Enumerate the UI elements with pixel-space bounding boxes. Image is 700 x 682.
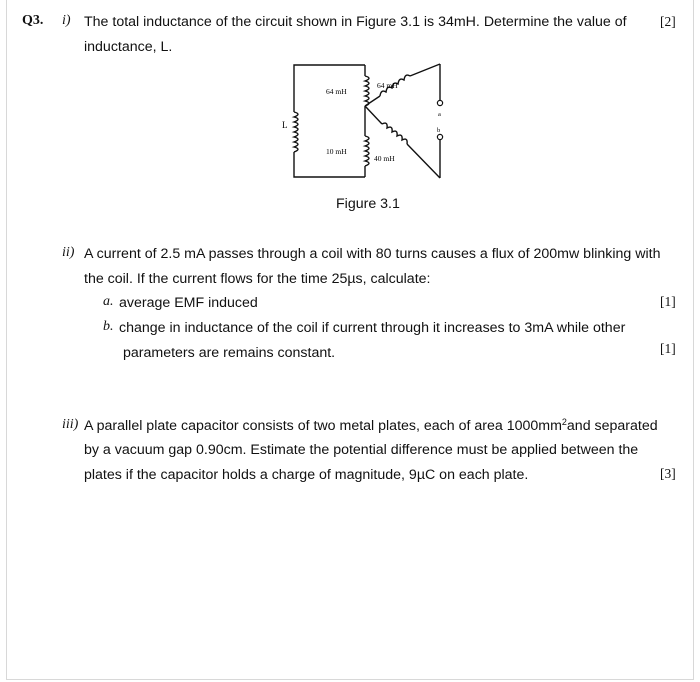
part-i-label: i) [62, 13, 71, 28]
part-ii-b-line2: parameters are remains constant. [123, 345, 336, 361]
label-40mh: 40 mH [374, 154, 395, 163]
part-ii-line2: the coil. If the current flows for the time 25µs, calculate: [84, 271, 431, 287]
label-64mh-right: 64 mH [377, 81, 398, 90]
label-L: L [282, 120, 288, 130]
label-b: b [437, 127, 441, 134]
part-ii-a-text: average EMF induced [119, 295, 258, 311]
part-iii-line1: A parallel plate capacitor consists of two metal plates, each of area $1000mm^2and$ separated [84, 417, 658, 434]
part-ii-line1: A current of 2.5 mA passes through a coil with 80 turns causes a flux of 200mw blinking with [84, 246, 661, 262]
part-i-marks: [2] [660, 14, 676, 29]
part-i-line1: The total inductance of the circuit shown in Figure 3.1 is 34mH. Determine the value of [84, 14, 627, 30]
question-number: Q3. [22, 13, 44, 28]
part-iii-line2: by a vacuum gap 0.90cm. Estimate the potential difference must be applied between the [84, 442, 639, 458]
part-ii-b-marks: [1] [660, 341, 676, 356]
label-10mh: 10 mH [326, 147, 347, 156]
circuit-figure [270, 60, 460, 185]
part-iii-label: iii) [62, 417, 79, 432]
part-iii-line3: plates if the capacitor holds a charge of magnitude, 9µC on each plate. [84, 467, 529, 483]
part-i-line2: inductance, L. [84, 39, 173, 55]
part-ii-b-label: b. [103, 319, 114, 334]
label-a: a [438, 111, 441, 118]
part-ii-a-label: a. [103, 294, 114, 309]
part-ii-label: ii) [62, 245, 75, 260]
terminal-b [437, 134, 442, 139]
label-64mh-left: 64 mH [326, 87, 347, 96]
part-ii-b-line1: change in inductance of the coil if current through it increases to 3mA while other [119, 320, 626, 336]
part-iii-marks: [3] [660, 466, 676, 481]
figure-caption: Figure 3.1 [336, 196, 400, 212]
terminal-a [437, 100, 442, 105]
part-ii-a-marks: [1] [660, 294, 676, 309]
